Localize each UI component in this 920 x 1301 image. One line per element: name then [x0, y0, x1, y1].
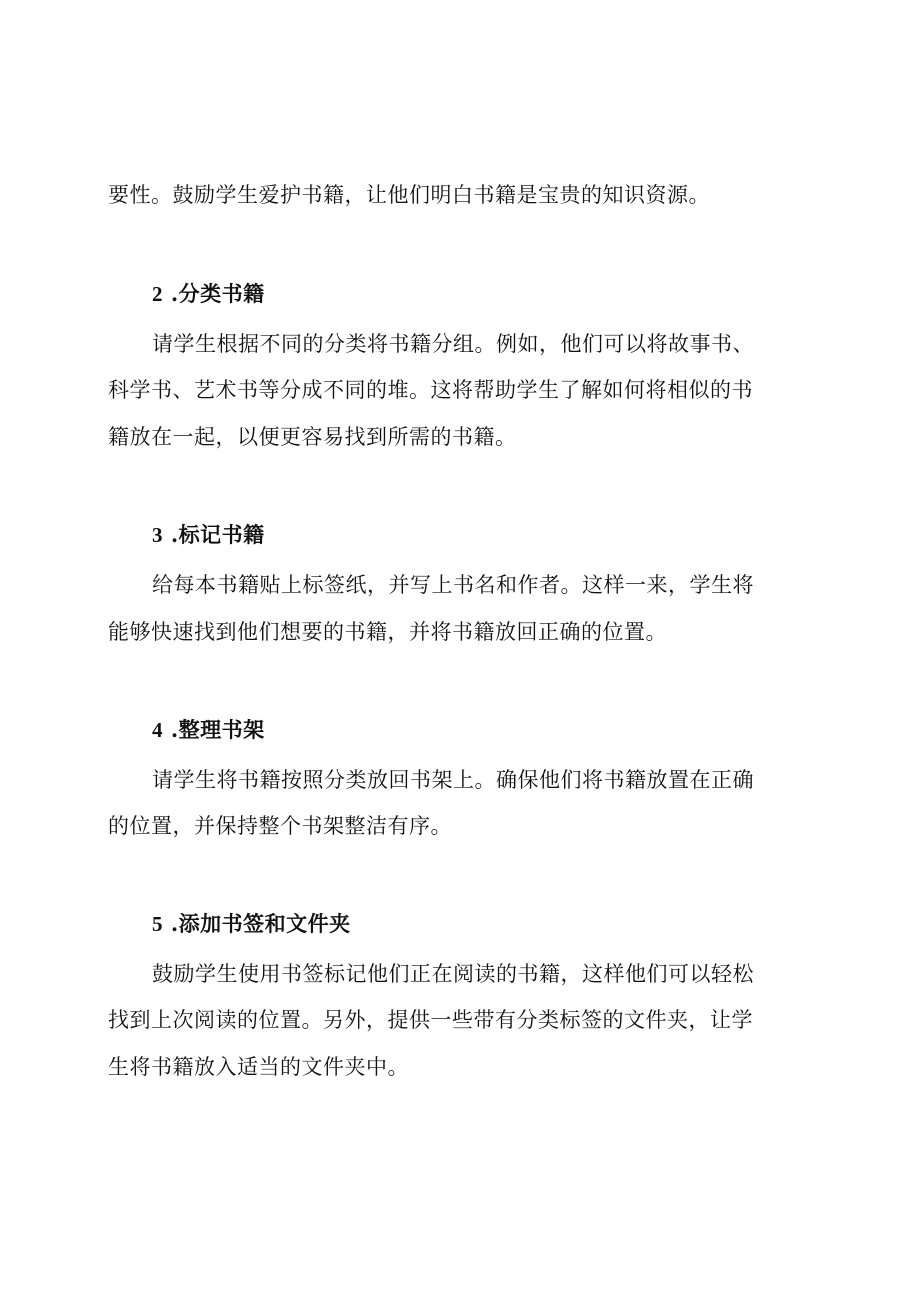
intro-paragraph-line: 要性。鼓励学生爱护书籍，让他们明白书籍是宝贵的知识资源。: [108, 183, 710, 207]
section-title: .标记书籍: [170, 522, 265, 547]
paragraph-line: 生将书籍放入适当的文件夹中。: [108, 1055, 409, 1079]
section-heading: [152, 904, 351, 944]
paragraph-line: 鼓励学生使用书签标记他们正在阅读的书籍，这样他们可以轻松: [152, 962, 754, 986]
paragraph-line: 能够快速找到他们想要的书籍，并将书籍放回正确的位置。: [108, 620, 667, 644]
section-number: 2: [152, 282, 163, 306]
paragraph-line: 的位置，并保持整个书架整洁有序。: [108, 814, 452, 838]
section-number: 3: [152, 523, 163, 547]
section-title: .分类书籍: [170, 281, 265, 306]
section-title: .整理书架: [170, 717, 265, 742]
section-number: 4: [152, 718, 163, 742]
section-heading: [152, 274, 265, 314]
section-title: .添加书签和文件夹: [170, 911, 351, 936]
paragraph-line: 籍放在一起，以便更容易找到所需的书籍。: [108, 425, 517, 449]
paragraph-line: 请学生将书籍按照分类放回书架上。确保他们将书籍放置在正确: [152, 768, 754, 792]
section-heading: [152, 515, 265, 555]
paragraph-line: 找到上次阅读的位置。另外，提供一些带有分类标签的文件夹，让学: [108, 1008, 753, 1032]
paragraph-line: 科学书、艺术书等分成不同的堆。这将帮助学生了解如何将相似的书: [108, 378, 753, 402]
section-heading: [152, 710, 265, 750]
section-number: 5: [152, 912, 163, 936]
paragraph-line: 给每本书籍贴上标签纸，并写上书名和作者。这样一来，学生将: [152, 573, 754, 597]
paragraph-line: 请学生根据不同的分类将书籍分组。例如，他们可以将故事书、: [152, 332, 754, 356]
